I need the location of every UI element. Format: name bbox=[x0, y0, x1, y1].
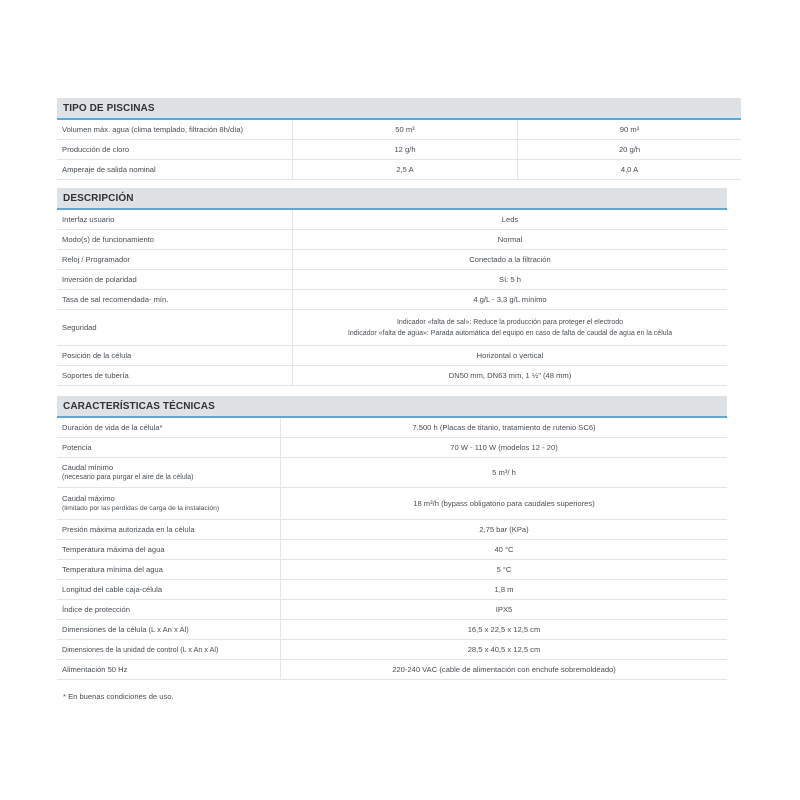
row-value-model-2: 20 g/h bbox=[517, 140, 741, 159]
table-row bbox=[57, 160, 741, 180]
table-row bbox=[57, 346, 727, 366]
row-value: 5 °C bbox=[496, 565, 512, 574]
section-description bbox=[57, 188, 727, 386]
row-value-line: Indicador «falta de sal»: Reduce la producción para proteger el electrodo bbox=[396, 318, 624, 326]
row-label: Seguridad bbox=[57, 310, 293, 345]
row-value: Normal bbox=[497, 235, 523, 244]
row-value: 1,8 m bbox=[494, 585, 514, 594]
table-row bbox=[57, 210, 727, 230]
row-label: Alimentación 50 Hz bbox=[57, 660, 281, 679]
table-row bbox=[57, 660, 727, 680]
row-value: 4 g/L - 3,3 g/L mínimo bbox=[473, 295, 547, 304]
table-row bbox=[57, 620, 727, 640]
table-row bbox=[57, 418, 727, 438]
row-value: 220-240 VAC (cable de alimentación con enchufe sobremoldeado) bbox=[392, 665, 616, 674]
table-row bbox=[57, 270, 727, 290]
table-row bbox=[57, 488, 727, 520]
row-value: Conectado a la filtración bbox=[469, 255, 551, 264]
table-row bbox=[57, 458, 727, 488]
row-label: Temperatura mínima del agua bbox=[57, 560, 281, 579]
row-value-line: Indicador «falta de agua»: Parada automática del equipo en caso de falta de caudal de agua en la célula bbox=[347, 329, 673, 337]
row-label: Volumen máx. agua (clima templado, filtración 8h/día) bbox=[57, 120, 293, 139]
row-label: Interfaz usuario bbox=[57, 210, 293, 229]
table-row bbox=[57, 250, 727, 270]
row-value-model-1: 50 m³ bbox=[395, 125, 415, 134]
row-label: Amperaje de salida nominal bbox=[57, 160, 293, 179]
table-row bbox=[57, 560, 727, 580]
row-value: 28,5 x 40,5 x 12,5 cm bbox=[467, 645, 541, 654]
table-row bbox=[57, 520, 727, 540]
footnote: * En buenas condiciones de uso. bbox=[63, 692, 174, 701]
row-label bbox=[57, 488, 281, 519]
row-value: Leds bbox=[501, 215, 519, 224]
row-label: Posición de la célula bbox=[57, 346, 293, 365]
row-value: 2,75 bar (KPa) bbox=[479, 525, 529, 534]
section-title-pool-types: TIPO DE PISCINAS bbox=[57, 98, 741, 120]
row-value: 5 m³/ h bbox=[492, 468, 516, 477]
row-value: DN50 mm, DN63 mm, 1 ½" (48 mm) bbox=[448, 371, 572, 380]
table-row bbox=[57, 438, 727, 458]
table-row bbox=[57, 540, 727, 560]
row-label: Longitud del cable caja-célula bbox=[57, 580, 281, 599]
row-value-model-2: 4,0 A bbox=[517, 160, 741, 179]
row-value: Horizontal o vertical bbox=[476, 351, 544, 360]
row-label: Tasa de sal recomendada- mín. bbox=[57, 290, 293, 309]
row-label: Presión máxima autorizada en la célula bbox=[57, 520, 281, 539]
table-row bbox=[57, 366, 727, 386]
row-label-line: Caudal máximo bbox=[62, 493, 115, 503]
row-label bbox=[57, 458, 281, 487]
row-label: Modo(s) de funcionamiento bbox=[57, 230, 293, 249]
table-row bbox=[57, 580, 727, 600]
row-value: 70 W - 110 W (modelos 12 - 20) bbox=[450, 443, 558, 452]
row-value: 40 °C bbox=[494, 545, 514, 554]
row-label: Potencia bbox=[57, 438, 281, 457]
table-row bbox=[57, 310, 727, 346]
row-value-model-1: 12 g/h bbox=[394, 145, 416, 154]
table-row bbox=[57, 640, 727, 660]
section-title-description: DESCRIPCIÓN bbox=[57, 188, 727, 210]
row-value: 18 m³/h (bypass obligatorio para caudales superiores) bbox=[413, 499, 595, 508]
section-title-technical: CARACTERÍSTICAS TÉCNICAS bbox=[57, 396, 727, 418]
row-label: Soportes de tubería bbox=[57, 366, 293, 385]
row-label: Reloj / Programador bbox=[57, 250, 293, 269]
row-label: Índice de protección bbox=[57, 600, 281, 619]
row-value bbox=[293, 310, 727, 345]
table-row bbox=[57, 120, 741, 140]
row-value: Sí: 5 h bbox=[499, 275, 521, 284]
table-row bbox=[57, 230, 727, 250]
row-label-note: (necesario para purgar el aire de la célula) bbox=[62, 473, 194, 481]
row-label-note: (limitado por las pérdidas de carga de la instalación) bbox=[62, 504, 220, 512]
row-value-model-1: 2,5 A bbox=[396, 165, 414, 174]
row-label: Inversión de polaridad bbox=[57, 270, 293, 289]
row-value: 7.500 h (Placas de titanio, tratamiento de rutenio SC6) bbox=[412, 423, 596, 432]
row-value-model-2: 90 m³ bbox=[517, 120, 741, 139]
row-label: Dimensiones de la unidad de control (L x An x Al) bbox=[57, 640, 281, 659]
row-value: 16,5 x 22,5 x 12,5 cm bbox=[467, 625, 541, 634]
table-row bbox=[57, 600, 727, 620]
table-row bbox=[57, 140, 741, 160]
row-label: Duración de vida de la célula* bbox=[57, 418, 281, 437]
row-label: Temperatura máxima del agua bbox=[57, 540, 281, 559]
row-label-line: Caudal mínimo bbox=[62, 462, 114, 472]
section-pool-types bbox=[57, 98, 741, 180]
section-technical bbox=[57, 396, 727, 680]
row-label: Dimensiones de la célula (L x An x Al) bbox=[57, 620, 281, 639]
row-value: IPX5 bbox=[495, 605, 513, 614]
table-row bbox=[57, 290, 727, 310]
row-label: Producción de cloro bbox=[57, 140, 293, 159]
